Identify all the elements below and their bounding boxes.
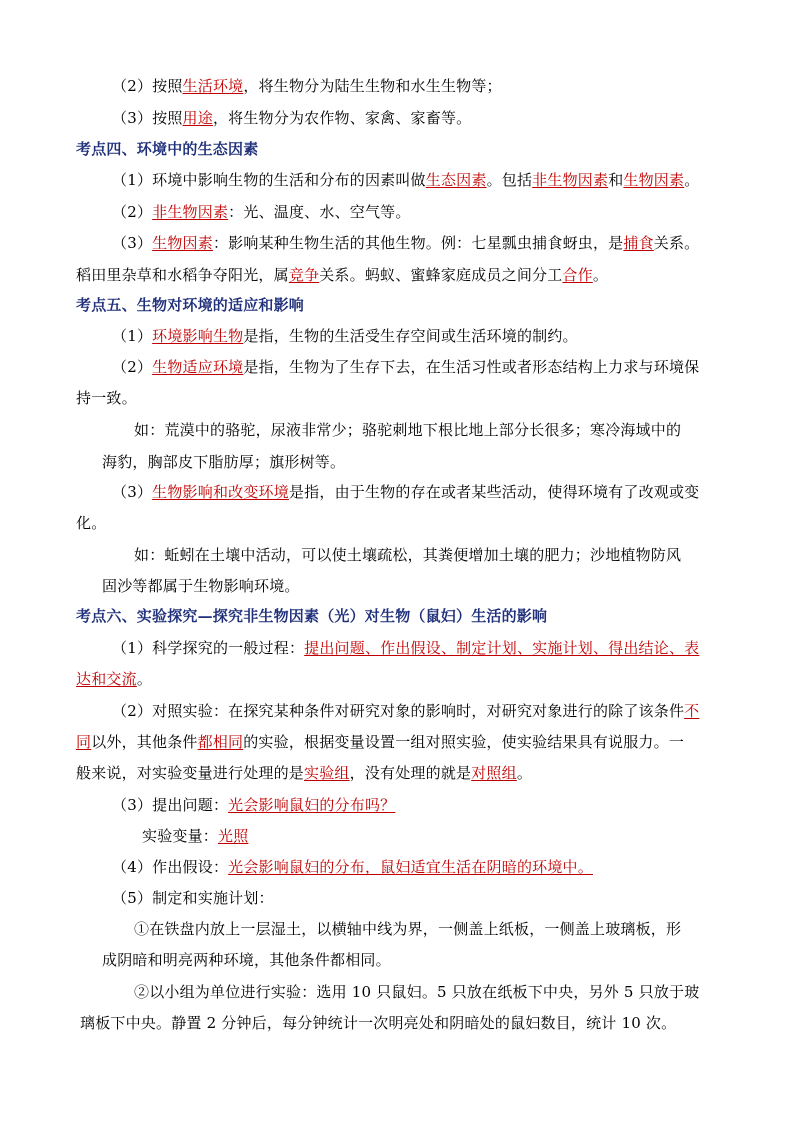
text-segment: 如：蚯蚓在土壤中活动，可以使土壤疏松，其粪便增加土壤的肥力；沙地植物防风 [134,546,682,564]
text-segment: （3） [112,234,153,252]
text-line [134,420,681,440]
text-line [112,888,274,908]
text-line [134,545,681,565]
keyword-answer: 光照 [218,827,249,845]
text-line [102,576,300,596]
keyword-answer: 生活环境 [182,77,244,95]
text-segment: 考点五、生物对环境的适应和影响 [76,296,305,314]
text-line [134,982,699,1002]
text-segment: 。 [136,670,153,688]
text-segment: （1） [112,327,153,345]
text-segment: 。包括 [486,171,533,189]
text-segment: （1）环境中影响生物的生活和分布的因素叫做 [112,171,426,189]
keyword-answer: 用途 [182,109,213,127]
keyword-answer: 生物影响和改变环境 [152,483,289,501]
text-segment: （2）按照 [112,77,183,95]
text-line [76,388,137,408]
keyword-answer: 非生物因素 [152,203,229,221]
text-line [76,763,532,783]
text-segment: （4）作出假设： [112,858,229,876]
text-segment: ：光、温度、水、空气等。 [228,203,411,221]
text-segment: （2） [112,203,153,221]
keyword-answer: 生物因素 [623,171,685,189]
text-segment: ②以小组为单位进行实验：选用 10 只鼠妇。5 只放在纸板下中央，另外 5 只放于玻 [134,983,700,1001]
text-line [112,108,471,128]
text-segment: 持一致。 [76,389,137,407]
keyword-answer: 同 [76,733,92,751]
keyword-answer: 环境影响生物 [152,327,244,345]
text-segment: 是指，由于生物的存在或者某些活动，使得环境有了改观或变 [288,483,700,501]
text-line [112,326,578,346]
text-line [112,233,699,253]
keyword-answer: 合作 [562,266,593,284]
text-segment: ，将生物分为陆生生物和水生生物等； [243,77,502,95]
keyword-answer: 提出问题、作出假设、制定计划、实施计划、得出结论、表 [304,639,700,657]
text-segment: 固沙等都属于生物影响环境。 [102,577,300,595]
text-segment: 考点四、环境中的生态因素 [76,140,259,158]
text-line [142,826,248,846]
text-line [76,513,106,533]
section-heading [76,139,258,159]
text-segment: （3）提出问题： [112,796,229,814]
text-segment: 。 [684,171,700,189]
text-line [112,857,593,877]
keyword-answer: 光会影响鼠妇的分布，鼠妇适宜生活在阴暗的环境中。 [228,858,593,876]
text-segment: 关系。 [653,234,700,252]
text-segment: 璃板下中央。静置 2 分钟后，每分钟统计一次明亮处和阴暗处的鼠妇数目，统计 10 次。 [80,1014,677,1032]
text-line [112,170,699,190]
text-line [134,919,681,939]
text-segment: （1）科学探究的一般过程： [112,639,305,657]
keyword-answer: 生态因素 [425,171,487,189]
keyword-answer: 对照组 [471,764,517,782]
keyword-answer: 捕食 [623,234,654,252]
section-heading [76,606,547,626]
text-segment: （5）制定和实施计划： [112,889,274,907]
section-heading [76,295,304,315]
keyword-answer: 都相同 [197,733,244,751]
text-segment: 的实验，根据变量设置一组对照实验，使实验结果具有说服力。一 [243,733,685,751]
text-line [112,795,395,815]
keyword-answer: 竞争 [288,266,320,284]
keyword-answer: 光会影响鼠妇的分布吗？ [228,796,396,814]
text-segment: 稻田里杂草和水稻争夺阳光，属 [76,266,289,284]
keyword-answer: 达和交流 [76,670,137,688]
text-line [76,265,608,285]
keyword-answer: 生物因素 [152,234,213,252]
text-line [112,482,699,502]
keyword-answer: 非生物因素 [532,171,609,189]
keyword-answer: 生物适应环境 [152,358,244,376]
text-line [102,950,391,970]
text-segment: 成阴暗和明亮两种环境，其他条件都相同。 [102,951,391,969]
text-segment: （2）对照实验：在探究某种条件对研究对象的影响时，对研究对象进行的除了该条件 [112,702,685,720]
text-segment: 关系。蚂蚁、蜜蜂家庭成员之间分工 [319,266,563,284]
text-segment: 化。 [76,514,107,532]
text-segment: 和 [608,171,624,189]
text-segment: 海豹，胸部皮下脂肪厚；旗形树等。 [102,453,346,471]
text-line [112,357,699,377]
text-segment: （3） [112,483,153,501]
text-line [112,638,699,658]
text-line [80,1013,676,1033]
text-segment: （2） [112,358,153,376]
text-line [102,452,345,472]
text-segment: 。 [592,266,609,284]
text-segment: 是指，生物为了生存下去，在生活习性或者形态结构上力求与环境保 [243,358,700,376]
text-line [76,732,684,752]
text-line [112,202,411,222]
text-segment: 是指，生物的生活受生存空间或生活环境的制约。 [243,327,578,345]
text-segment: 如：荒漠中的骆驼，尿液非常少；骆驼刺地下根比地上部分长很多；寒冷海域中的 [134,421,682,439]
text-segment: 。 [516,764,533,782]
text-segment: 考点六、实验探究—探究非生物因素（光）对生物（鼠妇）生活的影响 [76,607,548,625]
text-segment: ，将生物分为农作物、家禽、家畜等。 [212,109,472,127]
text-line [76,669,152,689]
text-segment: （3）按照 [112,109,183,127]
keyword-answer: 实验组 [304,764,350,782]
text-segment: 以外，其他条件 [91,733,198,751]
text-segment: 实验变量： [142,827,219,845]
text-segment: ：影响某种生物生活的其他生物。例：七星瓢虫捕食蚜虫，是 [212,234,624,252]
text-segment: 般来说，对实验变量进行处理的是 [76,764,305,782]
keyword-answer: 不 [684,702,700,720]
text-segment: ①在铁盘内放上一层湿土，以横轴中线为界，一侧盖上纸板，一侧盖上玻璃板，形 [134,920,682,938]
text-segment: ，没有处理的就是 [349,764,472,782]
text-line [112,76,502,96]
text-line [112,701,699,721]
